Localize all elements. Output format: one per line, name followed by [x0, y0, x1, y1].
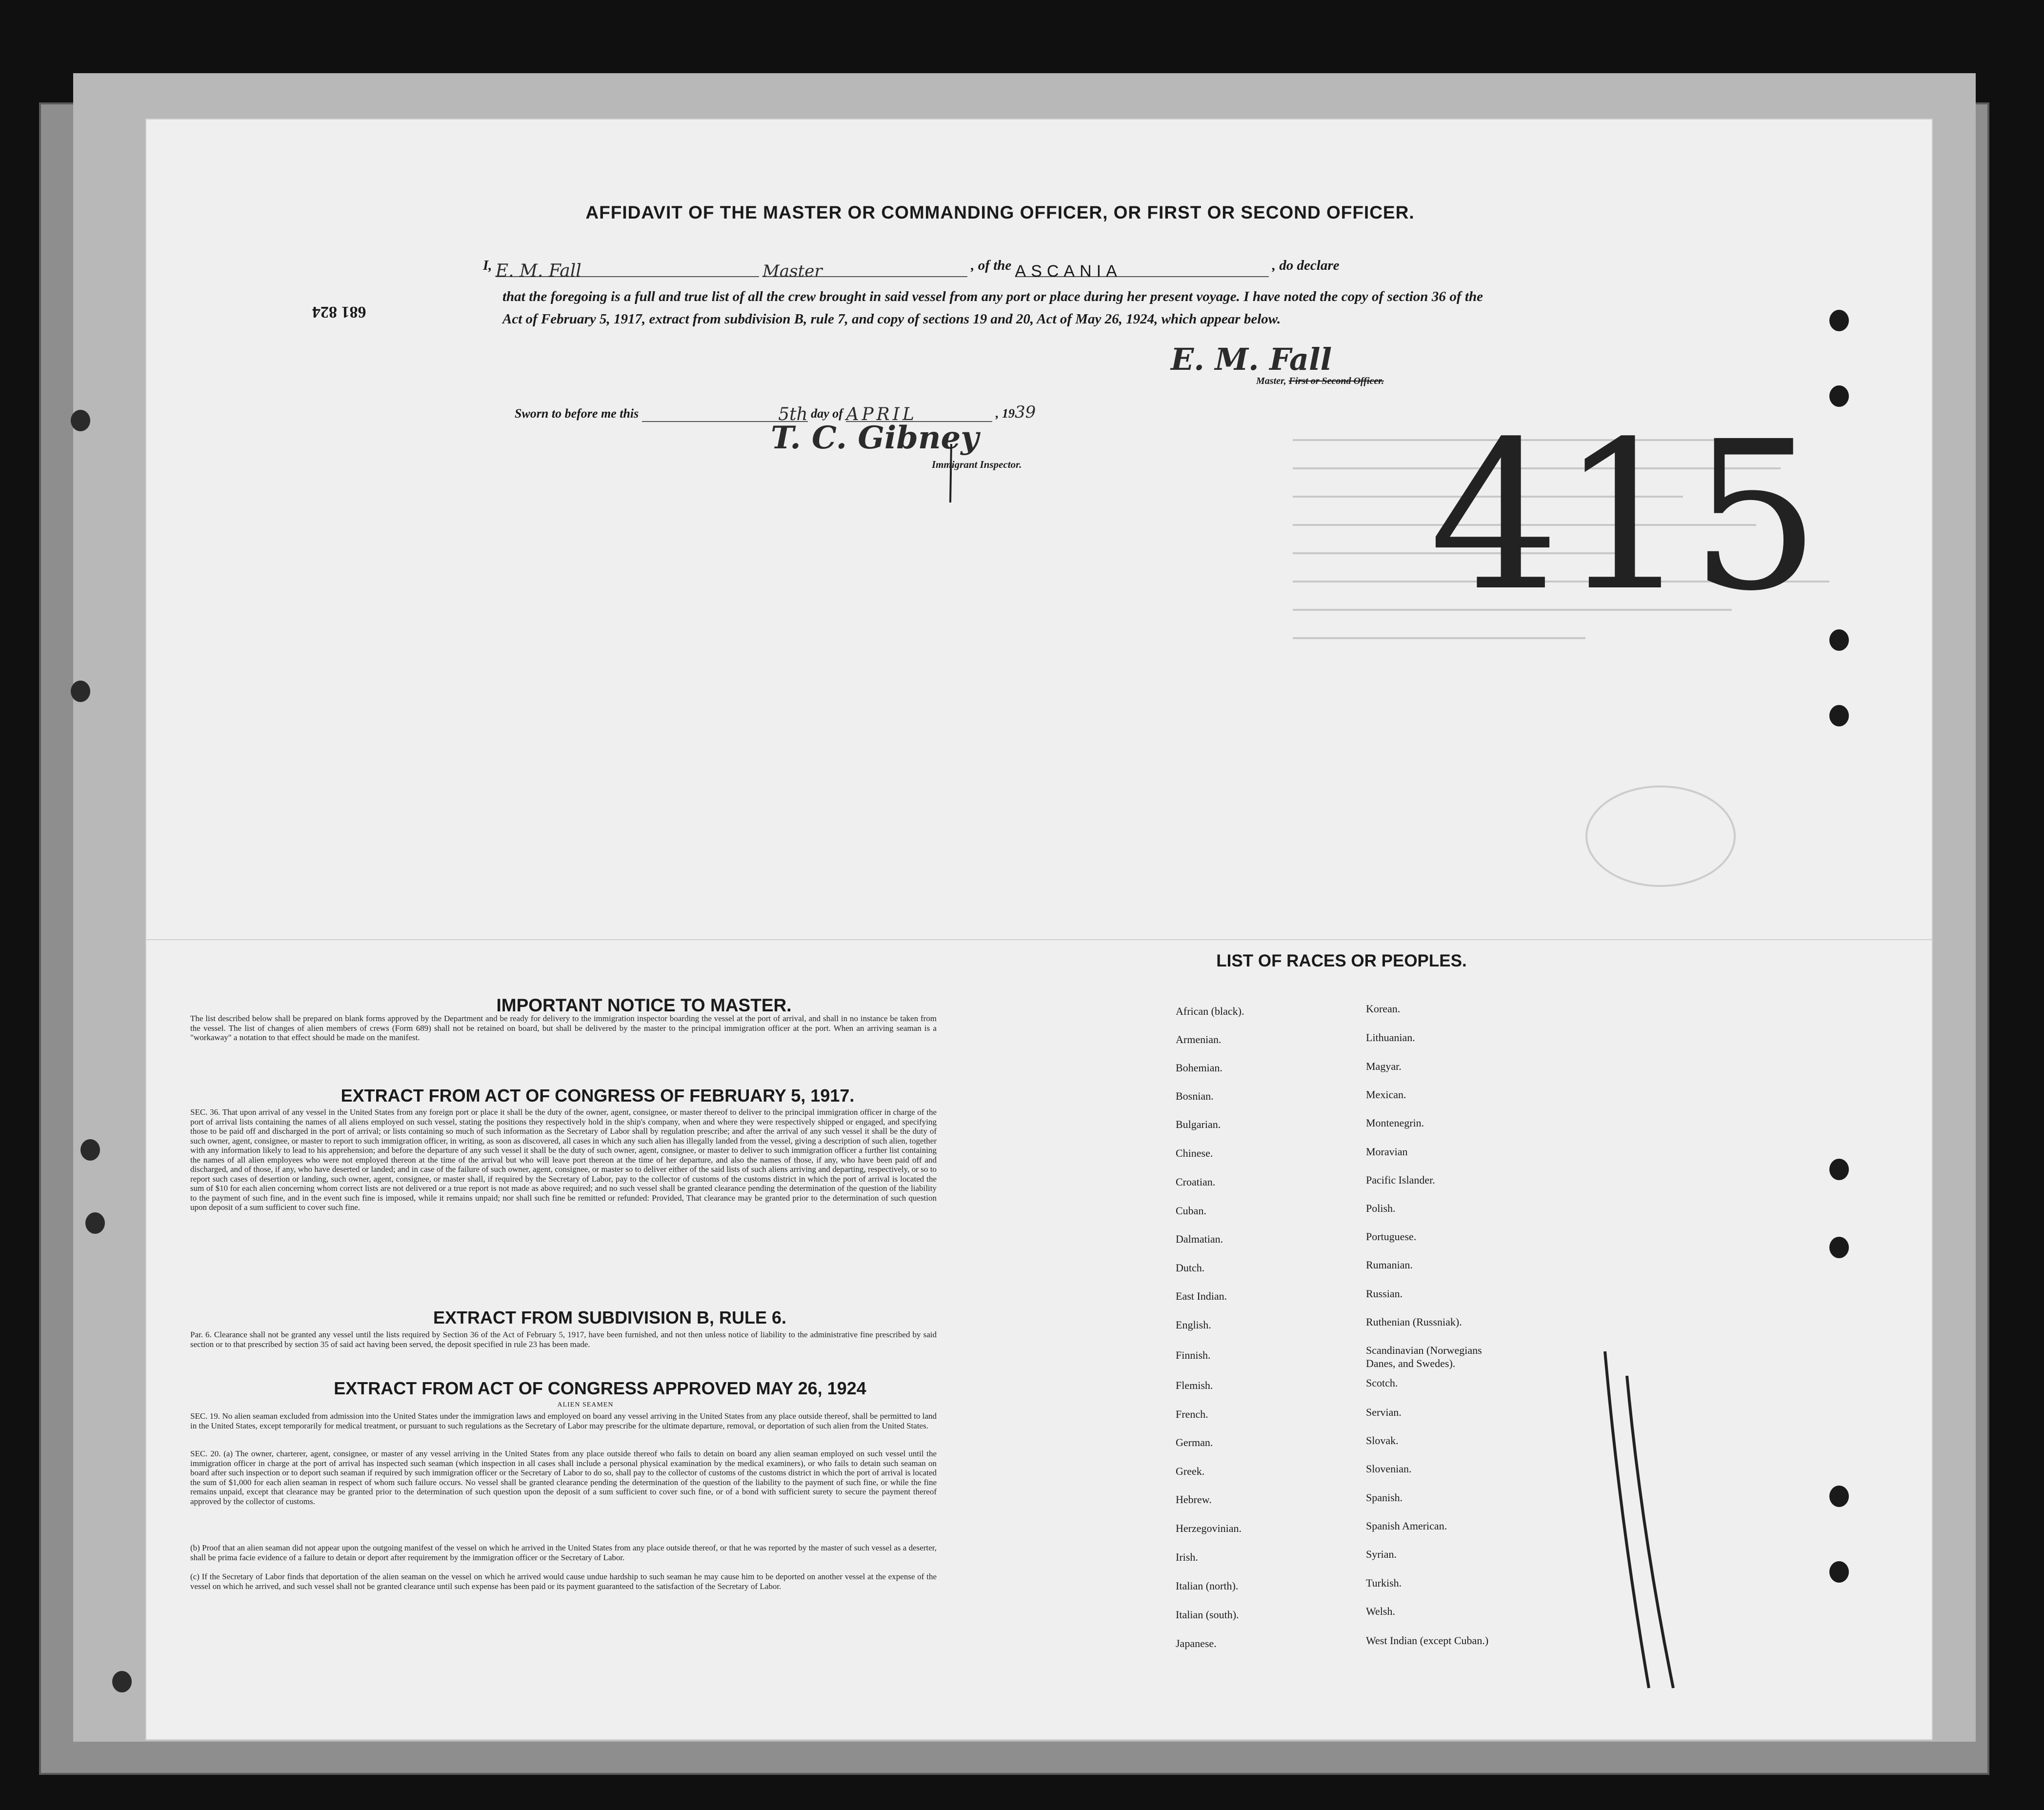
rule6-body: Par. 6. Clearance shall not be granted any vessel until the lists required by Section 36 of the Act of February 5, 1917, have been furnished, and not then unless notice of liability to the administrative fine prescribed by said section or to that prescribed by section 35 of said act having been served, the deposit specified in rule 23 has been made. — [190, 1330, 937, 1349]
race-item: Cuban. — [1176, 1205, 1206, 1217]
pen-stroke — [937, 444, 966, 507]
signature-caption-struck: First or Second Officer. — [1288, 376, 1384, 386]
declaration-prefix: I, — [483, 258, 492, 273]
race-item: Danes, and Swedes). — [1366, 1357, 1456, 1369]
binder-hole — [1829, 1486, 1849, 1507]
race-item: Herzegovinian. — [1176, 1522, 1242, 1534]
binder-hole — [1829, 1159, 1849, 1180]
large-handwritten-number: 415 — [1429, 398, 1821, 636]
binder-hole — [112, 1671, 132, 1692]
extract-1924-sec19: SEC. 19. No alien seaman excluded from admission into the United States under the immigration laws and employed on board any vessel arriving in the United States from any place outside thereof, shall be permitted to land in the United States, except temporarily for medical treatment, or pursuant to such regulations as the Secretary of Labor may prescribe for the ultimate departure, removal, or deportation of such alien from the United States. — [190, 1411, 937, 1430]
binder-hole — [71, 681, 90, 702]
inspector-signature: T. C. Gibney — [771, 420, 979, 456]
race-item: Scotch. — [1366, 1377, 1398, 1389]
race-item: Slovak. — [1366, 1434, 1399, 1447]
extract-1924-sec20c: (c) If the Secretary of Labor finds that deportation of the alien seaman on the vessel on which he arrived would cause undue hardship to such seaman he may cause him to be deported on another vessel at the expense of the vessel on which he arrived, and such vessel shall not be granted clearance until such expense has been paid or its payment guaranteed to the satisfaction of the Secretary of Labor. — [190, 1572, 937, 1591]
faint-stamp — [1585, 785, 1736, 887]
binder-hole — [71, 410, 90, 431]
race-item: East Indian. — [1176, 1290, 1227, 1302]
race-item: Syrian. — [1366, 1548, 1397, 1560]
notice-body: The list described below shall be prepared on blank forms approved by the Department and be ready for delivery to the immigration inspector boarding the vessel at the port of arrival, and shall in no instance be taken from the vessel. The list of changes of alien members of crews (Form 689) shall not be retained on board, but shall be delivered by the master to the principal immigration officer at the port. When an arriving seaman is a "workaway" a notation to that effect should be made on the manifest. — [190, 1014, 937, 1042]
rank-handwritten: Master — [762, 260, 967, 277]
master-signature: E. M. Fall — [1171, 342, 1332, 377]
master-name-handwritten: E. M. Fall — [496, 260, 759, 277]
affidavit-title: AFFIDAVIT OF THE MASTER OR COMMANDING OFFICER, OR FIRST OR SECOND OFFICER. — [585, 202, 1415, 222]
inspector-caption: Immigrant Inspector. — [932, 459, 1022, 470]
race-item: Servian. — [1366, 1406, 1402, 1418]
year-prefix: , 19 — [995, 406, 1015, 421]
race-item: Italian (north). — [1176, 1580, 1239, 1592]
binder-hole — [80, 1139, 100, 1161]
race-item: Montenegrin. — [1366, 1117, 1424, 1129]
race-item: Bosnian. — [1176, 1090, 1214, 1102]
race-item: Irish. — [1176, 1551, 1198, 1563]
race-item: Russian. — [1366, 1287, 1403, 1300]
extract-1924-title: EXTRACT FROM ACT OF CONGRESS APPROVED MAY 26, 1924 — [334, 1378, 866, 1398]
race-item: West Indian (except Cuban.) — [1366, 1634, 1489, 1647]
notice-title: IMPORTANT NOTICE TO MASTER. — [496, 995, 792, 1015]
race-item: Mexican. — [1366, 1088, 1406, 1101]
race-item: Portuguese. — [1366, 1230, 1417, 1243]
race-item: Rumanian. — [1366, 1259, 1413, 1271]
race-item: Hebrew. — [1176, 1493, 1212, 1506]
race-item: Ruthenian (Russniak). — [1366, 1316, 1462, 1328]
margin-page-numbers: 681 824 — [312, 303, 366, 321]
binder-hole — [1829, 1237, 1849, 1258]
affidavit-declaration-line — [483, 254, 1483, 281]
race-item: Lithuanian. — [1366, 1031, 1415, 1044]
race-item: Italian (south). — [1176, 1609, 1239, 1621]
extract-1924-sec20b: (b) Proof that an alien seaman did not appear upon the outgoing manifest of the vessel on which he arrived in the United States from any place outside thereof, or that he was reported by the master of such vessel as a deserter, shall be prima facie evidence of a failure to detain or deport after requirement by the immigration officer or the Secretary of Labor. — [190, 1543, 937, 1562]
sworn-line — [515, 402, 1036, 422]
binder-hole — [85, 1212, 105, 1234]
race-item: Pacific Islander. — [1366, 1174, 1435, 1186]
page-fold — [146, 939, 1932, 940]
race-item: Slovenian. — [1366, 1463, 1412, 1475]
sworn-day: 5th — [642, 404, 808, 422]
race-item: Flemish. — [1176, 1379, 1213, 1391]
race-item: Polish. — [1366, 1202, 1396, 1214]
binder-hole — [1829, 385, 1849, 407]
race-item: French. — [1176, 1408, 1208, 1420]
race-item: Moravian — [1366, 1146, 1408, 1158]
race-item: Bulgarian. — [1176, 1118, 1221, 1130]
race-item: Finnish. — [1176, 1349, 1211, 1361]
race-item: Korean. — [1366, 1003, 1401, 1015]
day-of-text: day of — [811, 406, 843, 421]
extract-1924-subtitle: ALIEN SEAMEN — [557, 1401, 614, 1408]
race-item: Welsh. — [1366, 1605, 1395, 1617]
binder-hole — [1829, 1561, 1849, 1583]
race-item: Japanese. — [1176, 1637, 1217, 1649]
races-title: LIST OF RACES OR PEOPLES. — [1216, 951, 1467, 970]
race-item: Scandinavian (Norwegians — [1366, 1344, 1482, 1356]
rule6-title: EXTRACT FROM SUBDIVISION B, RULE 6. — [433, 1307, 787, 1327]
race-item: African (black). — [1176, 1005, 1244, 1017]
sworn-month: APRIL — [846, 404, 992, 422]
race-item: Greek. — [1176, 1465, 1205, 1477]
race-item: Chinese. — [1176, 1147, 1213, 1159]
binder-hole — [1829, 705, 1849, 726]
sworn-prefix: Sworn to before me this — [515, 406, 639, 421]
year-suffix: 39 — [1014, 402, 1036, 422]
race-item: Turkish. — [1366, 1577, 1402, 1589]
extract-1917-title: EXTRACT FROM ACT OF CONGRESS OF FEBRUARY 5, 1917. — [341, 1086, 855, 1106]
extract-1924-sec20a: SEC. 20. (a) The owner, charterer, agent, consignee, or master of any vessel arriving in the United States from any place outside thereof who fails to detain on board any alien seaman employed on such vessel until the immigration officer in charge at the port of arrival has inspected such seaman (which inspection in all cases shall include a personal physical examination by the medical examiners), or who fails to detain such seaman on board after such inspection or to deport such seaman if required by such immigration officer or the Secretary of Labor to do so, shall pay to the collector of customs of the customs district in which the port of arrival is located the sum of $1,000 for each alien seaman in respect of whom such failure occurs. No vessel shall be granted clearance pending the determination of the question of the liability to the payment of such fine, or while the fine remains unpaid, except that clearance may be granted prior to the determination of such question upon the deposit of a sum sufficient to cover such fine, or of a bond with sufficient surety to secure the payment thereof approved by the collector of customs. — [190, 1449, 937, 1506]
race-item: Dutch. — [1176, 1262, 1205, 1274]
race-item: Magyar. — [1366, 1060, 1402, 1072]
do-declare-text: , do declare — [1272, 258, 1340, 273]
vessel-name: ASCANIA — [1015, 260, 1269, 277]
handwritten-slash-marks — [1600, 1347, 1678, 1698]
race-item: English. — [1176, 1319, 1211, 1331]
race-item: Dalmatian. — [1176, 1233, 1223, 1245]
race-item: Spanish. — [1366, 1491, 1403, 1504]
affidavit-body: that the foregoing is a full and true list of all the crew brought in said vessel from any port or place during her present voyage. I have noted the copy of section 36 of the Act of February 5, 1917, extract from subdivision B, rule 7, and copy of sections 19 and 20, Act of May 26, 1924, which appear below. — [502, 289, 1483, 327]
signature-caption-master: Master, — [1256, 376, 1286, 386]
of-the-text: , of the — [971, 258, 1012, 273]
signature-caption — [1256, 376, 1384, 387]
extract-1917-body: SEC. 36. That upon arrival of any vessel in the United States from any foreign port or place it shall be the duty of the owner, agent, consignee, or master thereof to deliver to the principal immigration officer in charge of the port of arrival lists containing the names of all aliens employed on such vessel, stating the positions they respectively hold in the ship's company, when and where they were respectively shipped or engaged, and specifying those to be paid off and discharged in the port of arrival; or lists containing so much of such information as the Secretary of Labor shall by regulation prescribe; and after the arrival of any such vessel it shall be the duty of such owner, agent, consignee, or master to report to such immigration officer, in writing, as soon as discovered, all cases in which any such alien has illegally landed from the vessel, giving a description of such alien, together with any information likely to lead to his apprehension; and before the departure of any such vessel it shall be the duty of such owner, agent, consignee, or master to deliver to such immigration officer a further list containing the names of all alien employees who were not employed thereon at the time of the arrival but who will leave port thereon at the time of her departure, and also the names of those, if any, who have been paid off and discharged, and of those, if any, who have deserted or landed; and in case of the failure of such owner, agent, consignee, or master so to deliver either of the said lists of such aliens arriving and departing, respectively, or so to report such cases of desertion or landing, such owner, agent, consignee, or master shall, if required by the Secretary of Labor, pay to the collector of customs of the customs district in which the port of arrival is located the sum of $10 for each alien concerning whom correct lists are not delivered or a true report is not made as above required; and no such vessel shall be granted clearance pending the determination of the question of the liability to the payment of such fine, and in the event such fine is imposed, while it remains unpaid; nor shall such fine be remitted or refunded: Provided, That clearance may be granted prior to the determination of such question upon deposit of a sum sufficient to cover such fine. — [190, 1107, 937, 1212]
race-item: Spanish American. — [1366, 1520, 1447, 1532]
race-item: Armenian. — [1176, 1033, 1222, 1046]
race-item: Bohemian. — [1176, 1062, 1222, 1074]
race-item: Croatian. — [1176, 1176, 1216, 1188]
binder-hole — [1829, 310, 1849, 331]
race-item: German. — [1176, 1436, 1213, 1448]
